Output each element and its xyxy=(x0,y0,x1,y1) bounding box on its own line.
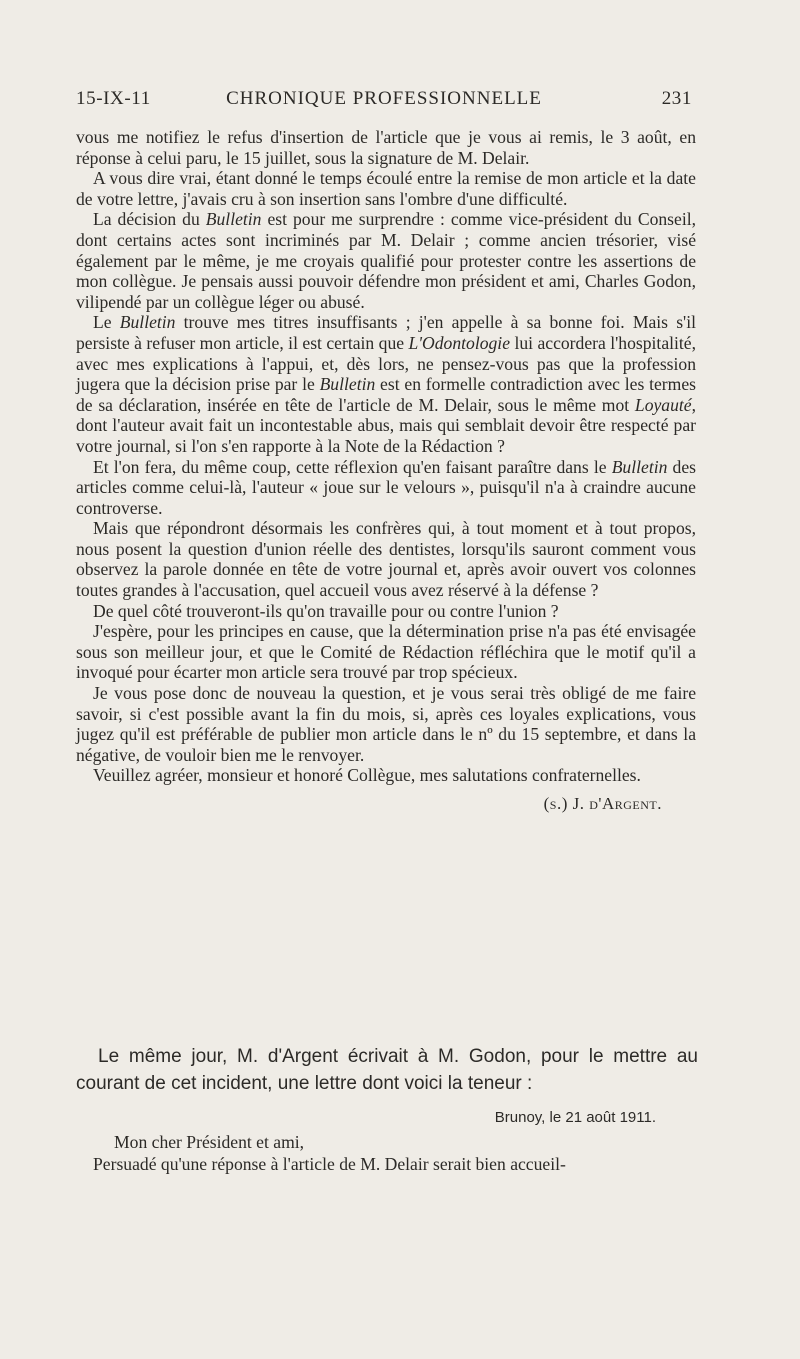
header-date: 15-IX-11 xyxy=(76,88,151,109)
bulletin-title: Bulletin xyxy=(205,209,262,230)
signature: (s.) J. d'Argent. xyxy=(543,794,662,813)
header-title: CHRONIQUE PROFESSIONNELLE xyxy=(226,88,542,109)
page-number: 231 xyxy=(661,88,692,109)
bulletin-title: Bulletin xyxy=(611,456,668,477)
paragraph: La décision du Bulletin est pour me surprendre : comme vice-président du Conseil, dont certains actes sont incriminés par M. Delair ; comme ancien trésorier, visé également par le même, je me croyais qualifié pour protester contre les assertions de mon collègue. Je pensais aussi pouvoir défendre mon président et ami, Charles Godon, vilipendé par un collègue léger ou abusé. xyxy=(76,209,696,312)
paragraph: J'espère, pour les principes en cause, que la détermination prise n'a pas été envisagée sous son meilleur jour, et que le Comité de Rédaction réfléchira que le motif qu'il a invoqué pour écarter mon article sera trouvé par trop spécieux. xyxy=(76,621,696,683)
paragraph: Et l'on fera, du même coup, cette réflexion qu'en faisant paraître dans le Bulletin des articles comme celui-là, l'auteur « joue sur le velours », puisqu'il n'a à craindre aucune controverse. xyxy=(76,456,696,518)
paragraph: Veuillez agréer, monsieur et honoré Collègue, mes salutations confraternelles. xyxy=(93,765,641,786)
odontologie-title: L'Odontologie xyxy=(408,332,511,353)
running-header xyxy=(76,88,692,112)
letter-body xyxy=(76,127,696,815)
paragraph: vous me notifiez le refus d'insertion de l'article que je vous ai remis, le 3 août, en réponse à celui paru, le 15 juillet, sous la signature de M. Delair. xyxy=(76,127,696,168)
paragraph: Mais que répondront désormais les confrères qui, à tout moment et à tout propos, nous posent la question d'union réelle des dentistes, lorsqu'ils sauront comment vous observez la parole donnée en tête de votre journal et, après avoir ouvert vos colonnes toutes grandes à l'accusation, quel accueil vous avez réservé à la défense ? xyxy=(76,518,696,601)
paragraph: A vous dire vrai, étant donné le temps écoulé entre la remise de mon article et la date de votre lettre, j'avais cru à son insertion sans l'ombre d'une difficulté. xyxy=(76,168,696,209)
bulletin-title: Bulletin xyxy=(319,374,376,395)
paragraph: Je vous pose donc de nouveau la question, et je vous serai très obligé de me faire savoir, si c'est possible avant la fin du mois, si, après ces loyales explications, vous jugez qu'il est préférable de publier mon article dans le nº du 15 septembre, et dans la négative, de vouloir bien me le renvoyer. xyxy=(76,683,696,765)
bulletin-title: Bulletin xyxy=(119,312,176,333)
salutation: Mon cher Président et ami, xyxy=(114,1132,305,1152)
intro-text: Le même jour, M. d'Argent écrivait à M. Godon, pour le mettre au courant de cet incident, une lettre dont voici la teneur : xyxy=(76,1046,698,1094)
loyaute-word: Loyauté xyxy=(634,394,692,415)
letter-first-line: Persuadé qu'une réponse à l'article de M. Delair serait bien accueil- xyxy=(93,1154,566,1174)
second-letter xyxy=(76,1107,696,1175)
dateline: Brunoy, le 21 août 1911. xyxy=(494,1109,656,1126)
paragraph: De quel côté trouveront-ils qu'on travaille pour ou contre l'union ? xyxy=(93,600,559,621)
paragraph: Le Bulletin trouve mes titres insuffisants ; j'en appelle à sa bonne foi. Mais s'il persiste à refuser mon article, il est certain que L'Odontologie lui accordera l'hospitalité, avec mes explications à l'appui, et, dès lors, ne pensez-vous pas que la profession jugera que la décision prise par le Bulletin est en formelle contradiction avec les termes de sa déclaration, insérée en tête de l'article de M. Delair, sous le même mot Loyauté, dont l'auteur avait fait un incontestable abus, mais qui semblait devoir être respecté par votre journal, si l'on s'en rapporte à la Note de la Rédaction ? xyxy=(76,312,696,456)
intro-paragraph xyxy=(76,1043,698,1097)
